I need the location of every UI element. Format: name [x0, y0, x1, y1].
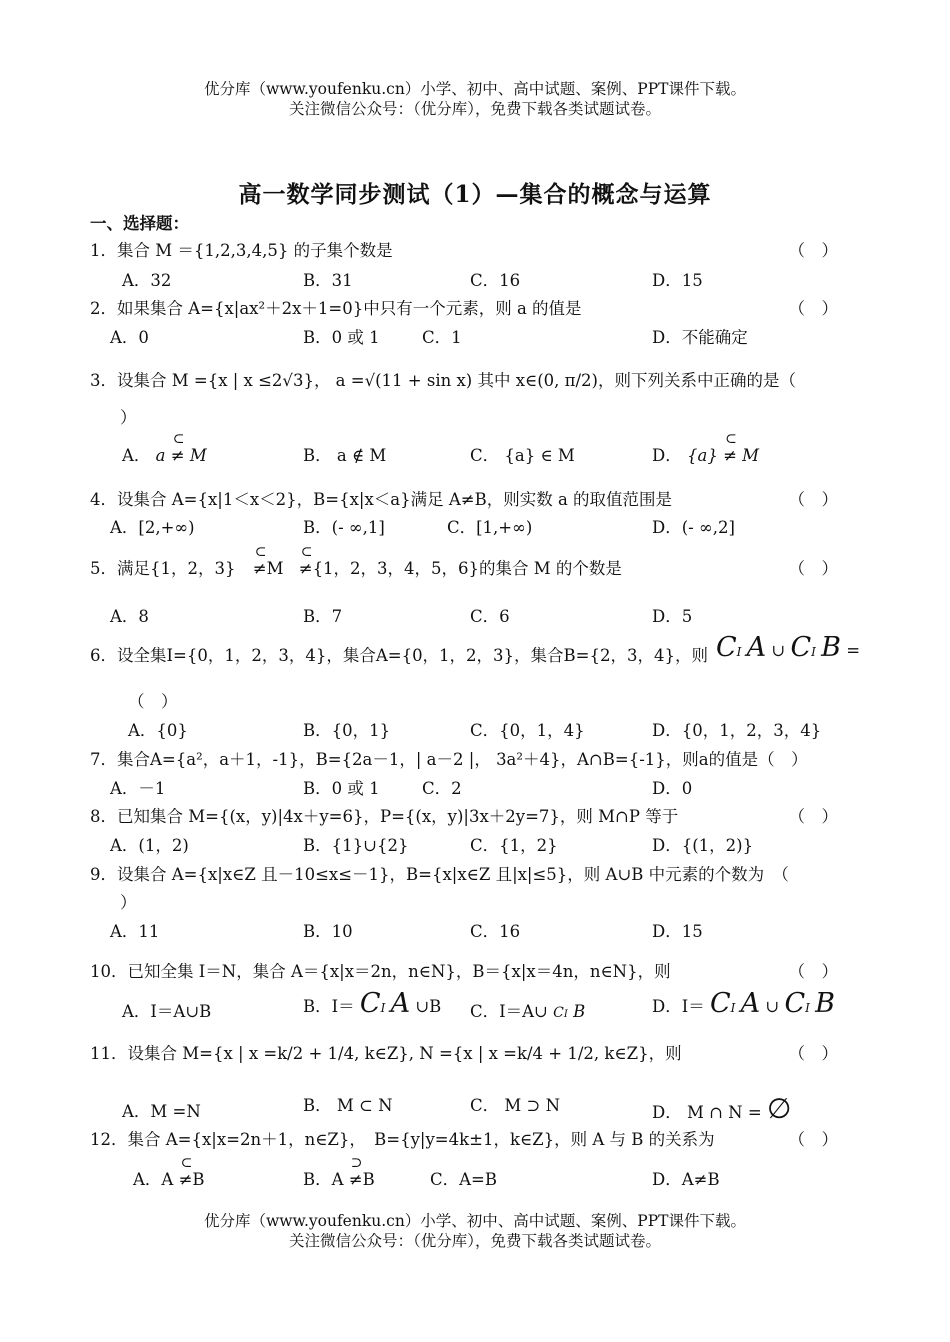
q10-option-c-label: C．I＝A∪: [470, 1002, 548, 1021]
q11-option-b: B． M ⊂ N: [303, 1096, 393, 1115]
q12-option-b: [303, 1155, 375, 1190]
q7-option-d: D．0: [652, 779, 693, 798]
neq-mark: ≠: [178, 1170, 193, 1189]
complement-subscript: I: [730, 1001, 736, 1015]
q3-option-a: [122, 431, 207, 466]
superset-mark: ⊃: [350, 1155, 363, 1171]
q1-stem: 1．集合 M ＝{1,2,3,4,5} 的子集个数是: [90, 241, 393, 260]
q5-stem-end: {1，2，3，4，5，6}的集合 M 的个数是: [312, 559, 622, 578]
complement-subscript: I: [811, 645, 816, 659]
q7-option-c: C．2: [422, 779, 462, 798]
q3-option-a-element: a: [155, 446, 166, 465]
q9-option-d: D．15: [652, 922, 703, 941]
complement-symbol: C: [710, 988, 731, 1019]
q4-option-a: A．[2,+∞): [110, 518, 195, 537]
neq-mark: ≠: [298, 559, 313, 578]
q10-option-c-set: B: [573, 1002, 586, 1021]
q12-stem: 12．集合 A={x|x=2n＋1，n∈Z}， B={y|y=4k±1，k∈Z}，则 A 与 B 的关系为: [90, 1130, 715, 1149]
complement-symbol: C: [553, 1005, 564, 1021]
q6-set-a: A: [746, 632, 767, 663]
q2-option-d: D．不能确定: [652, 328, 748, 347]
neq-mark: ≠: [252, 559, 267, 578]
header-line-2: 关注微信公众号：（优分库），免费下载各类试题试卷。: [288, 100, 661, 118]
q10-option-b-union: ∪B: [415, 997, 442, 1016]
q2-stem: 2．如果集合 A={x|ax²＋2x＋1=0}中只有一个元素，则 a 的值是: [90, 299, 582, 318]
complement-symbol: C: [359, 988, 381, 1019]
q8-option-d: D．{(1，2)}: [652, 836, 754, 855]
q12-option-a: [133, 1155, 205, 1190]
neq-mark: ≠: [170, 446, 185, 465]
q1-option-c: C．16: [470, 271, 521, 290]
q1-option-a: A．32: [122, 271, 172, 290]
complement-subscript: I: [736, 645, 742, 659]
neq-mark: ≠: [348, 1170, 363, 1189]
q3-stem-close: ）: [120, 408, 137, 427]
q6-option-d: D．{0，1，2，3，4}: [652, 721, 822, 740]
q9-stem: 9．设集合 A={x|x∈Z 且－10≤x≤－1}，B={x|x∈Z 且|x|≤5}，则 A∪B 中元素的个数为 （: [90, 865, 789, 884]
footer-line-1: 优分库（www.youfenku.cn）小学、初中、高中试题、案例、PPT课件下载。: [203, 1212, 747, 1230]
q5-stem-start: 5．满足{1，2，3}: [90, 559, 236, 578]
q8-option-b: B．{1}∪{2}: [303, 836, 409, 855]
complement-subscript: I: [380, 1001, 386, 1015]
complement-subscript: I: [805, 1001, 810, 1015]
q4-answer-paren: （ ）: [788, 490, 838, 509]
q11-option-d: [652, 1092, 791, 1125]
q4-stem: 4．设集合 A={x|1＜x＜2}，B={x|x＜a}满足 A≠B，则实数 a 的取值范围是: [90, 490, 673, 509]
q3-option-d-element: {a}: [686, 446, 718, 465]
q10-option-d-set-a: A: [740, 988, 761, 1019]
q8-stem: 8．已知集合 M={(x，y)|4x＋y=6}，P={(x，y)|3x＋2y=7}，则 M∩P 等于: [90, 807, 679, 826]
q7-option-b: B．0 或 1: [303, 779, 380, 798]
subset-mark: ⊂: [300, 544, 313, 560]
q2-option-b: B．0 或 1: [303, 328, 380, 347]
q10-option-b-label: B．I＝: [303, 997, 355, 1016]
q7-option-a: A．－1: [110, 779, 166, 798]
q5-stem-set: M: [266, 559, 284, 578]
subset-mark: ⊂: [172, 431, 185, 447]
q6-option-c: C．{0，1，4}: [470, 721, 585, 740]
q12-option-b-label: B．A: [303, 1170, 344, 1189]
subset-mark: ⊂: [180, 1155, 193, 1171]
q3-option-b: B． a ∉ M: [303, 446, 387, 465]
q6-set-b: B: [821, 632, 842, 663]
q8-option-c: C．{1，2}: [470, 836, 558, 855]
proper-subset-symbol: [723, 431, 737, 465]
q3-option-d-set: M: [742, 446, 760, 465]
complement-symbol: C: [784, 988, 806, 1019]
q12-option-a-set: B: [192, 1170, 205, 1189]
header-line-1: 优分库（www.youfenku.cn）小学、初中、高中试题、案例、PPT课件下载。: [203, 80, 747, 98]
complement-subscript: I: [563, 1009, 568, 1020]
q6-expression: [716, 632, 860, 663]
page-title: 高一数学同步测试（1）—集合的概念与运算: [238, 181, 712, 208]
q1-option-b: B．31: [303, 271, 353, 290]
proper-subset-symbol: [252, 544, 267, 578]
subset-mark: ⊂: [254, 544, 267, 560]
footer-line-2: 关注微信公众号：（优分库），免费下载各类试题试卷。: [288, 1232, 661, 1250]
q8-option-a: A．(1，2): [110, 836, 189, 855]
q5-answer-paren: （ ）: [788, 559, 838, 578]
q3-option-a-label: A．: [122, 446, 151, 465]
proper-subset-symbol: [170, 431, 185, 465]
proper-subset-symbol: [298, 544, 313, 578]
q11-option-c: C． M ⊃ N: [470, 1096, 561, 1115]
q11-answer-paren: （ ）: [788, 1044, 838, 1063]
proper-subset-symbol: [178, 1155, 193, 1189]
q12-option-d: D．A≠B: [652, 1170, 720, 1189]
q6-option-a: A．{0}: [128, 721, 188, 740]
neq-mark: ≠: [723, 446, 737, 465]
q10-option-c: [470, 998, 585, 1022]
q10-answer-paren: （ ）: [788, 962, 838, 981]
q9-option-b: B．10: [303, 922, 353, 941]
q4-option-b: B．(- ∞,1]: [303, 518, 385, 537]
q9-stem-close: ）: [120, 893, 137, 912]
union-symbol: ∪: [771, 641, 786, 660]
q12-option-a-label: A．A: [133, 1170, 174, 1189]
q3-stem: 3．设集合 M ={x | x ≤2√3}， a =√(11 + sin x) 其中 x∈(0, π/2)，则下列关系中正确的是（: [90, 371, 796, 390]
q10-option-b-set: A: [390, 988, 411, 1019]
q7-stem: 7．集合A={a²，a＋1，-1}，B={2a－1，| a－2 |， 3a²＋4}，A∩B={-1}，则a的值是（ ）: [90, 750, 808, 769]
q2-option-c: C．1: [422, 328, 462, 347]
q10-option-b: [303, 988, 441, 1019]
q12-option-b-set: B: [362, 1170, 375, 1189]
q2-answer-paren: （ ）: [788, 299, 838, 318]
q3-option-a-set: M: [189, 446, 207, 465]
q5-option-d: D．5: [652, 607, 693, 626]
q1-answer-paren: （ ）: [788, 241, 838, 260]
q10-option-d-label: D．I＝: [652, 997, 705, 1016]
proper-superset-symbol: [348, 1155, 363, 1189]
q10-option-d: [652, 988, 835, 1019]
q5-stem: [90, 544, 622, 579]
q11-stem: 11．设集合 M={x | x =k/2 + 1/4, k∈Z}, N ={x | x =k/4 + 1/2, k∈Z}，则: [90, 1044, 682, 1063]
q6-stem: 6．设全集I={0，1，2，3，4}，集合A={0，1，2，3}，集合B={2，3，4}，则: [90, 646, 708, 665]
q10-option-a: A．I＝A∪B: [122, 1002, 212, 1021]
q12-option-c: C．A=B: [430, 1170, 497, 1189]
section-heading: 一、选择题：: [90, 214, 189, 233]
q12-answer-paren: （ ）: [788, 1130, 838, 1149]
empty-set-icon: ∅: [766, 1092, 792, 1125]
union-symbol: ∪: [765, 997, 780, 1016]
q10-stem: 10．已知全集 I＝N，集合 A＝{x|x＝2n，n∈N}，B＝{x|x＝4n，n∈N}，则: [90, 962, 671, 981]
q2-option-a: A．0: [110, 328, 149, 347]
complement-symbol: C: [790, 632, 812, 663]
q6-answer-paren: （ ）: [128, 692, 178, 711]
q5-option-c: C．6: [470, 607, 510, 626]
q4-option-d: D．(- ∞,2]: [652, 518, 735, 537]
q5-option-b: B．7: [303, 607, 343, 626]
q3-option-d: [652, 431, 760, 466]
q3-option-d-label: D．: [652, 446, 682, 465]
q4-option-c: C．[1,+∞): [447, 518, 533, 537]
q3-option-c: C． {a} ∈ M: [470, 446, 575, 465]
q1-option-d: D．15: [652, 271, 703, 290]
q5-option-a: A．8: [110, 607, 149, 626]
q11-option-d-text: D． M ∩ N =: [652, 1103, 762, 1122]
equals-symbol: =: [846, 641, 861, 660]
q9-option-a: A．11: [110, 922, 160, 941]
q8-answer-paren: （ ）: [788, 807, 838, 826]
q6-option-b: B．{0，1}: [303, 721, 391, 740]
q11-option-a: A．M =N: [122, 1102, 201, 1121]
q10-option-d-set-b: B: [815, 988, 836, 1019]
complement-symbol: C: [716, 632, 737, 663]
q9-option-c: C．16: [470, 922, 521, 941]
subset-mark: ⊂: [725, 431, 737, 447]
